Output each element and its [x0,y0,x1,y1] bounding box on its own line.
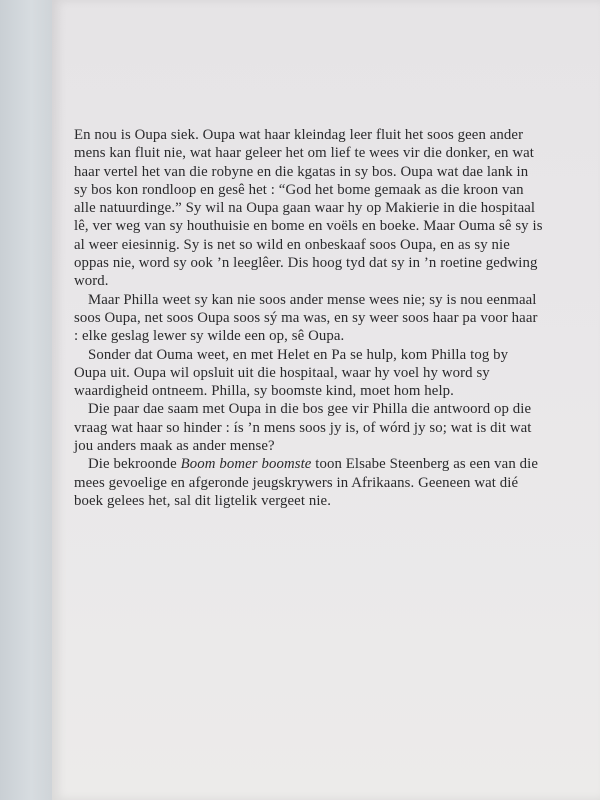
paragraph-2: Maar Philla weet sy kan nie soos ander mense wees nie; sy is nou eenmaal soos Oupa, net soos Oupa soos sý ma was, en sy weer soos haar pa voor haar : elke geslag lewer sy wilde een op, sê Oupa. [74,291,538,345]
paragraph-5-end: toon Elsabe Steenberg as een van die mees gevoelige en afgeronde jeugskrywers in Afrikaans. Geeneen wat dié boek gelees het, sal dit ligtelik vergeet nie. [74,456,539,509]
book-title-italic: Boom bomer boomste [180,456,312,473]
paragraph-3: Sonder dat Ouma weet, en met Helet en Pa se hulp, kom Philla tog by Oupa uit. Oupa wil opsluit uit die hospitaal, waar hy voel hy word sy waardigheid ontneem. Philla, sy boomste kind, moet hom help. [74,346,509,400]
blurb-text [74,126,544,510]
paragraph-5-start: Die bekroonde [88,456,181,473]
paragraph-5 [74,455,544,510]
book-spine-shadow [0,0,52,800]
paragraph-1: En nou is Oupa siek. Oupa wat haar kleindag leer fluit het soos geen ander mens kan fluit nie, wat haar geleer het om lief te wees vir die donker, en wat haar vertel het van die robyne en die kgatas in sy bos. Oupa wat dae lank in sy bos kon rondloop en gesê het : “God het bome gemaak as die kroon van alle natuurdinge.” Sy wil na Oupa gaan waar hy op Makierie in die hospitaal lê, ver weg van sy houthuisie en bome en voëls en boeke. Maar Ouma sê sy is al weer eiesinnig. Sy is net so wild en onbeskaaf soos Oupa, en as sy nie oppas nie, word sy ook ’n leeglêer. Dis hoog tyd dat sy in ’n roetine gedwing word. [74,127,543,290]
book-page [52,0,600,800]
paragraph-4: Die paar dae saam met Oupa in die bos gee vir Philla die antwoord op die vraag wat haar so hinder : ís ’n mens soos jy is, of wórd jy so; wat is dit wat jou anders maak as ander mense? [74,401,532,455]
